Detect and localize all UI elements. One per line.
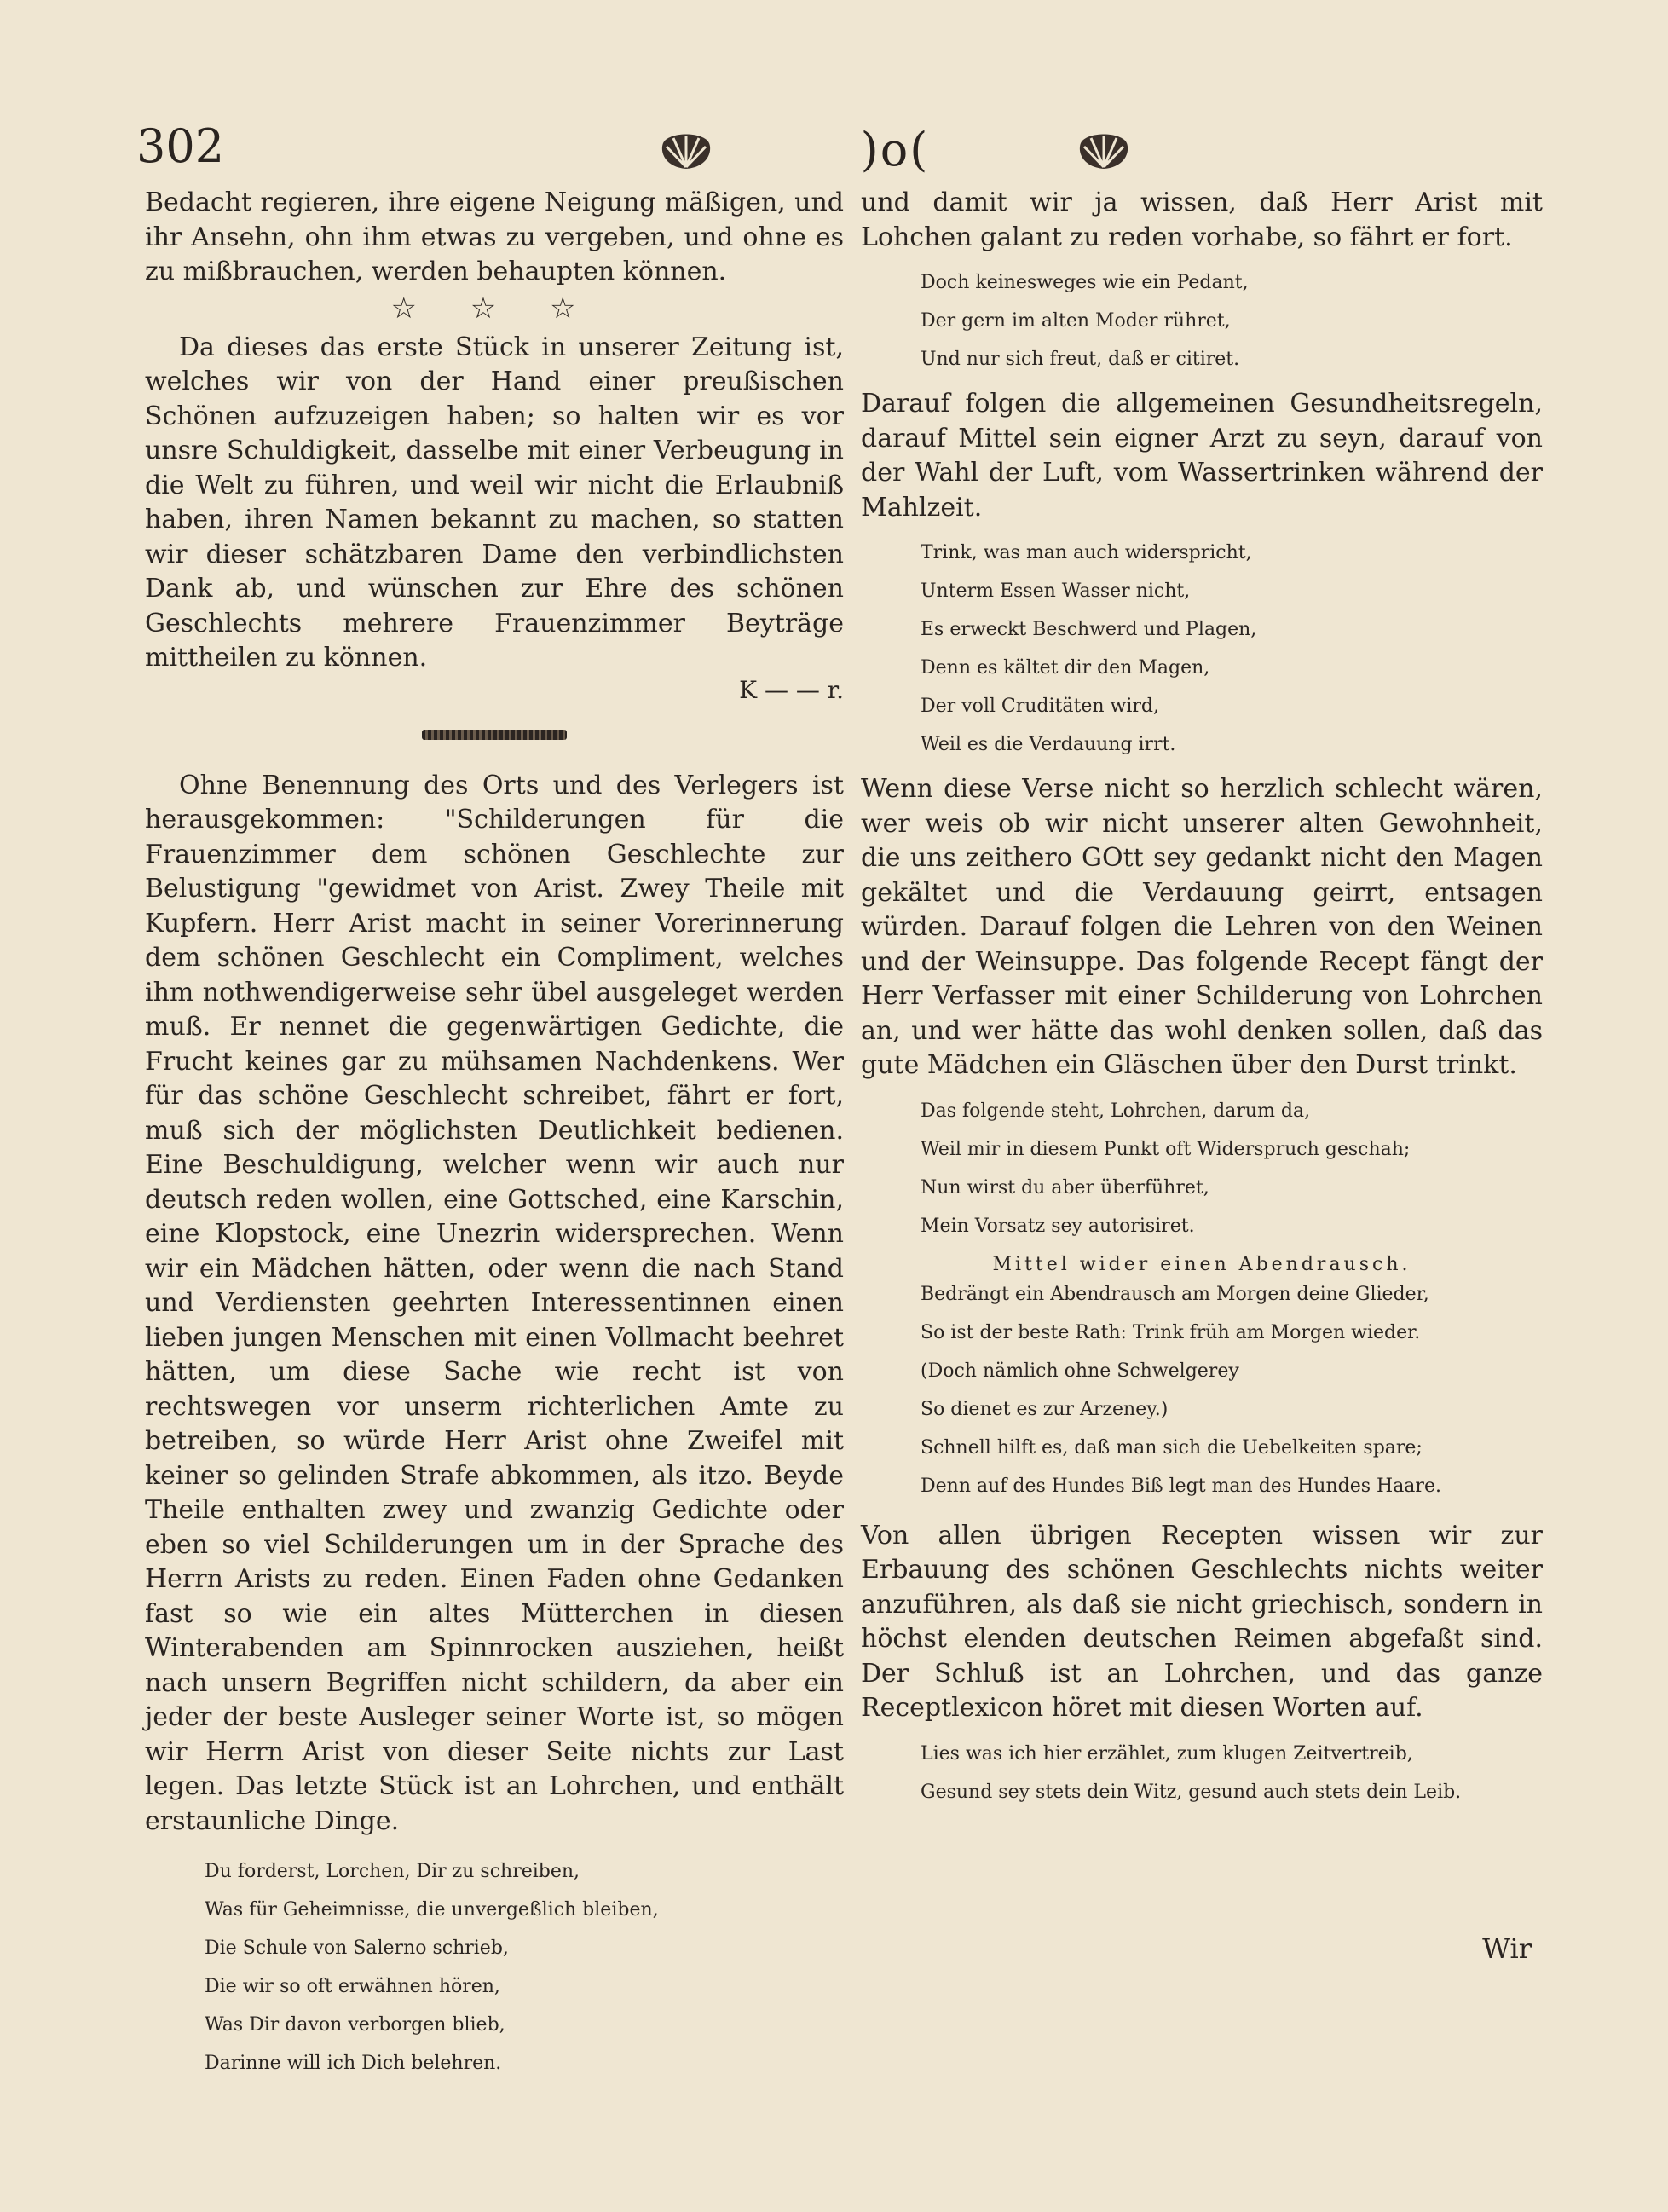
verse-line: Das folgende steht, Lohrchen, darum da, [921, 1100, 1311, 1122]
verse-line: Was Dir davon verborgen blieb, [205, 2014, 505, 2036]
ornament-separator: )o( [860, 122, 930, 176]
verse-line: Du forderst, Lorchen, Dir zu schreiben, [205, 1861, 580, 1882]
verse-line: Unterm Essen Wasser nicht, [921, 580, 1191, 602]
verse-block [145, 1852, 844, 2082]
verse-line: Die wir so oft erwähnen hören, [205, 1976, 500, 1997]
verse-line: Denn auf des Hundes Biß legt man des Hundes Haare. [921, 1475, 1441, 1497]
verse-block [861, 534, 1543, 764]
paragraph: und damit wir ja wissen, daß Herr Arist mit Lohchen galant zu reden vorhabe, so fährt er fort. [861, 188, 1543, 252]
page-number: 302 [136, 119, 225, 173]
verse-line: Und nur sich freut, daß er citiret. [921, 349, 1240, 370]
author-signature: K — — r. [739, 675, 844, 704]
verse-line: Mein Vorsatz sey autorisiret. [921, 1215, 1195, 1237]
section-divider [422, 730, 567, 740]
verse-line: Bedrängt ein Abendrausch am Morgen deine Glieder, [921, 1283, 1429, 1305]
verse-block [861, 1092, 1543, 1245]
stars-separator: ☆ ☆ ☆ [390, 291, 598, 326]
header-ornament [656, 119, 1134, 179]
verse-line: Was für Geheimnisse, die unvergeßlich bleiben, [205, 1899, 659, 1920]
shell-ornament-left-icon [656, 126, 716, 172]
catchword: Wir [1482, 1932, 1532, 1965]
verse-line: Trink, was man auch widerspricht, [921, 542, 1252, 563]
paragraph: Wenn diese Verse nicht so herzlich schlecht wären, wer weis ob wir nicht unserer alten Gewohnheit, die uns zeithero GOtt sey gedankt nicht den Magen gekältet und die Verdauung geirrt, entsagen würden. Darauf folgen die Lehren von den Weinen und der Weinsuppe. Das folgende Recept fängt der Herr Verfasser mit einer Schilderung von Lohrchen an, und wer hätte das wohl denken sollen, daß das gute Mädchen ein Gläschen über den Durst trinkt. [861, 774, 1543, 1080]
verse-line: Der voll Cruditäten wird, [921, 696, 1159, 717]
paragraph: Da dieses das erste Stück in unserer Zeitung ist, welches wir von der Hand einer preußischen Schönen aufzuzeigen haben; so halten wir es vor unsre Schuldigkeit, dasselbe mit einer Verbeugung in die Welt zu führen, und weil wir nicht die Erlaubniß haben, ihren Namen bekannt zu machen, so statten wir dieser schätzbaren Dame den verbindlichsten Dank ab, und wünschen zur Ehre des schönen Geschlechts mehrere Frauenzimmer Beyträge mittheilen zu können. [145, 332, 844, 673]
verse-block [861, 1735, 1543, 1811]
verse-block [861, 263, 1543, 378]
verse-line: So dienet es zur Arzeney.) [921, 1398, 1169, 1420]
shell-ornament-right-icon [1074, 126, 1134, 172]
right-column [861, 186, 1543, 1811]
verse-line: Lies was ich hier erzählet, zum klugen Zeitvertreib, [921, 1742, 1413, 1764]
verse-line: Schnell hilft es, daß man sich die Uebelkeiten spare; [921, 1436, 1423, 1458]
verse-line: Doch keinesweges wie ein Pedant, [921, 272, 1249, 293]
verse-line: (Doch nämlich ohne Schwelgerey [921, 1360, 1239, 1382]
verse-line: Nun wirst du aber überführet, [921, 1176, 1209, 1198]
verse-line: Es erweckt Beschwerd und Plagen, [921, 619, 1257, 640]
paragraph: Bedacht regieren, ihre eigene Neigung mäßigen, und ihr Ansehn, ohn ihm etwas zu vergeben, und ohne es zu mißbrauchen, werden behaupten können. [145, 188, 844, 286]
paragraph: Von allen übrigen Recepten wissen wir zur Erbauung des schönen Geschlechts nichts weiter anzuführen, als daß sie nicht griechisch, sondern in höchst elenden deutschen Reimen abgefaßt sind. Der Schluß ist an Lohrchen, und das ganze Receptlexicon höret mit diesen Worten auf. [861, 1520, 1543, 1723]
verse-line: Weil es die Verdauung irrt. [921, 734, 1176, 755]
verse-line: Weil mir in diesem Punkt oft Widerspruch geschah; [921, 1138, 1411, 1160]
paragraph: Darauf folgen die allgemeinen Gesundheitsregeln, darauf Mittel sein eigner Arzt zu seyn, darauf von der Wahl der Luft, vom Wassertrinken während der Mahlzeit. [861, 389, 1543, 523]
verse-line: Die Schule von Salerno schrieb, [205, 1938, 509, 1959]
verse-line: Darinne will ich Dich belehren. [205, 2053, 502, 2074]
verse-line: Gesund sey stets dein Witz, gesund auch stets dein Leib. [921, 1781, 1462, 1803]
verse-line: Denn es kältet dir den Magen, [921, 657, 1210, 679]
paragraph: Ohne Benennung des Orts und des Verlegers ist herausgekommen: "Schilderungen für die Frauenzimmer dem schönen Geschlechte zur Belustigung "gewidmet von Arist. Zwey Theile mit Kupfern. Herr Arist macht in seiner Vorerinnerung dem schönen Geschlecht ein Compliment, welches ihm nothwendigerweise sehr übel ausgeleget werden muß. Er nennet die gegenwärtigen Gedichte, die Frucht keines gar zu mühsamen Nachdenkens. Wer für das schöne Geschlecht schreibet, fährt er fort, muß sich der möglichsten Deutlichkeit bedienen. Eine Beschuldigung, welcher wenn wir auch nur deutsch reden wollen, eine Gottsched, eine Karschin, eine Klopstock, eine Unezrin widersprechen. Wenn wir ein Mädchen hätten, oder wenn die nach Stand und Verdiensten geehrten Interessentinnen einen lieben jungen Menschen mit einen Vollmacht beehret hätten, um diese Sache wie recht ist von rechtswegen vor unserm richterlichen Amte zu betreiben, so würde Herr Arist ohne Zweifel mit keiner so gelinden Strafe abkommen, als itzo. Beyde Theile enthalten zwey und zwanzig Gedichte oder eben so viel Schilderungen um in der Sprache des Herrn Arists zu reden. Einen Faden ohne Gedanken fast so wie ein altes Mütterchen in diesen Winterabenden am Spinnrocken ausziehen, heißt nach unsern Begriffen nicht schildern, da aber ein jeder der beste Ausleger seiner Worte ist, so mögen wir Herrn Arist von dieser Seite nichts zur Last legen. Das letzte Stück ist an Lohrchen, und enthält erstaunliche Dinge. [145, 770, 844, 1836]
verse-title: Mittel wider einen Abendrausch. [992, 1253, 1411, 1275]
left-column [145, 186, 844, 2082]
page-header [136, 119, 1551, 188]
verse-line: Der gern im alten Moder rühret, [921, 310, 1231, 332]
verse-block [861, 1275, 1543, 1505]
verse-line: So ist der beste Rath: Trink früh am Morgen wieder. [921, 1321, 1421, 1343]
